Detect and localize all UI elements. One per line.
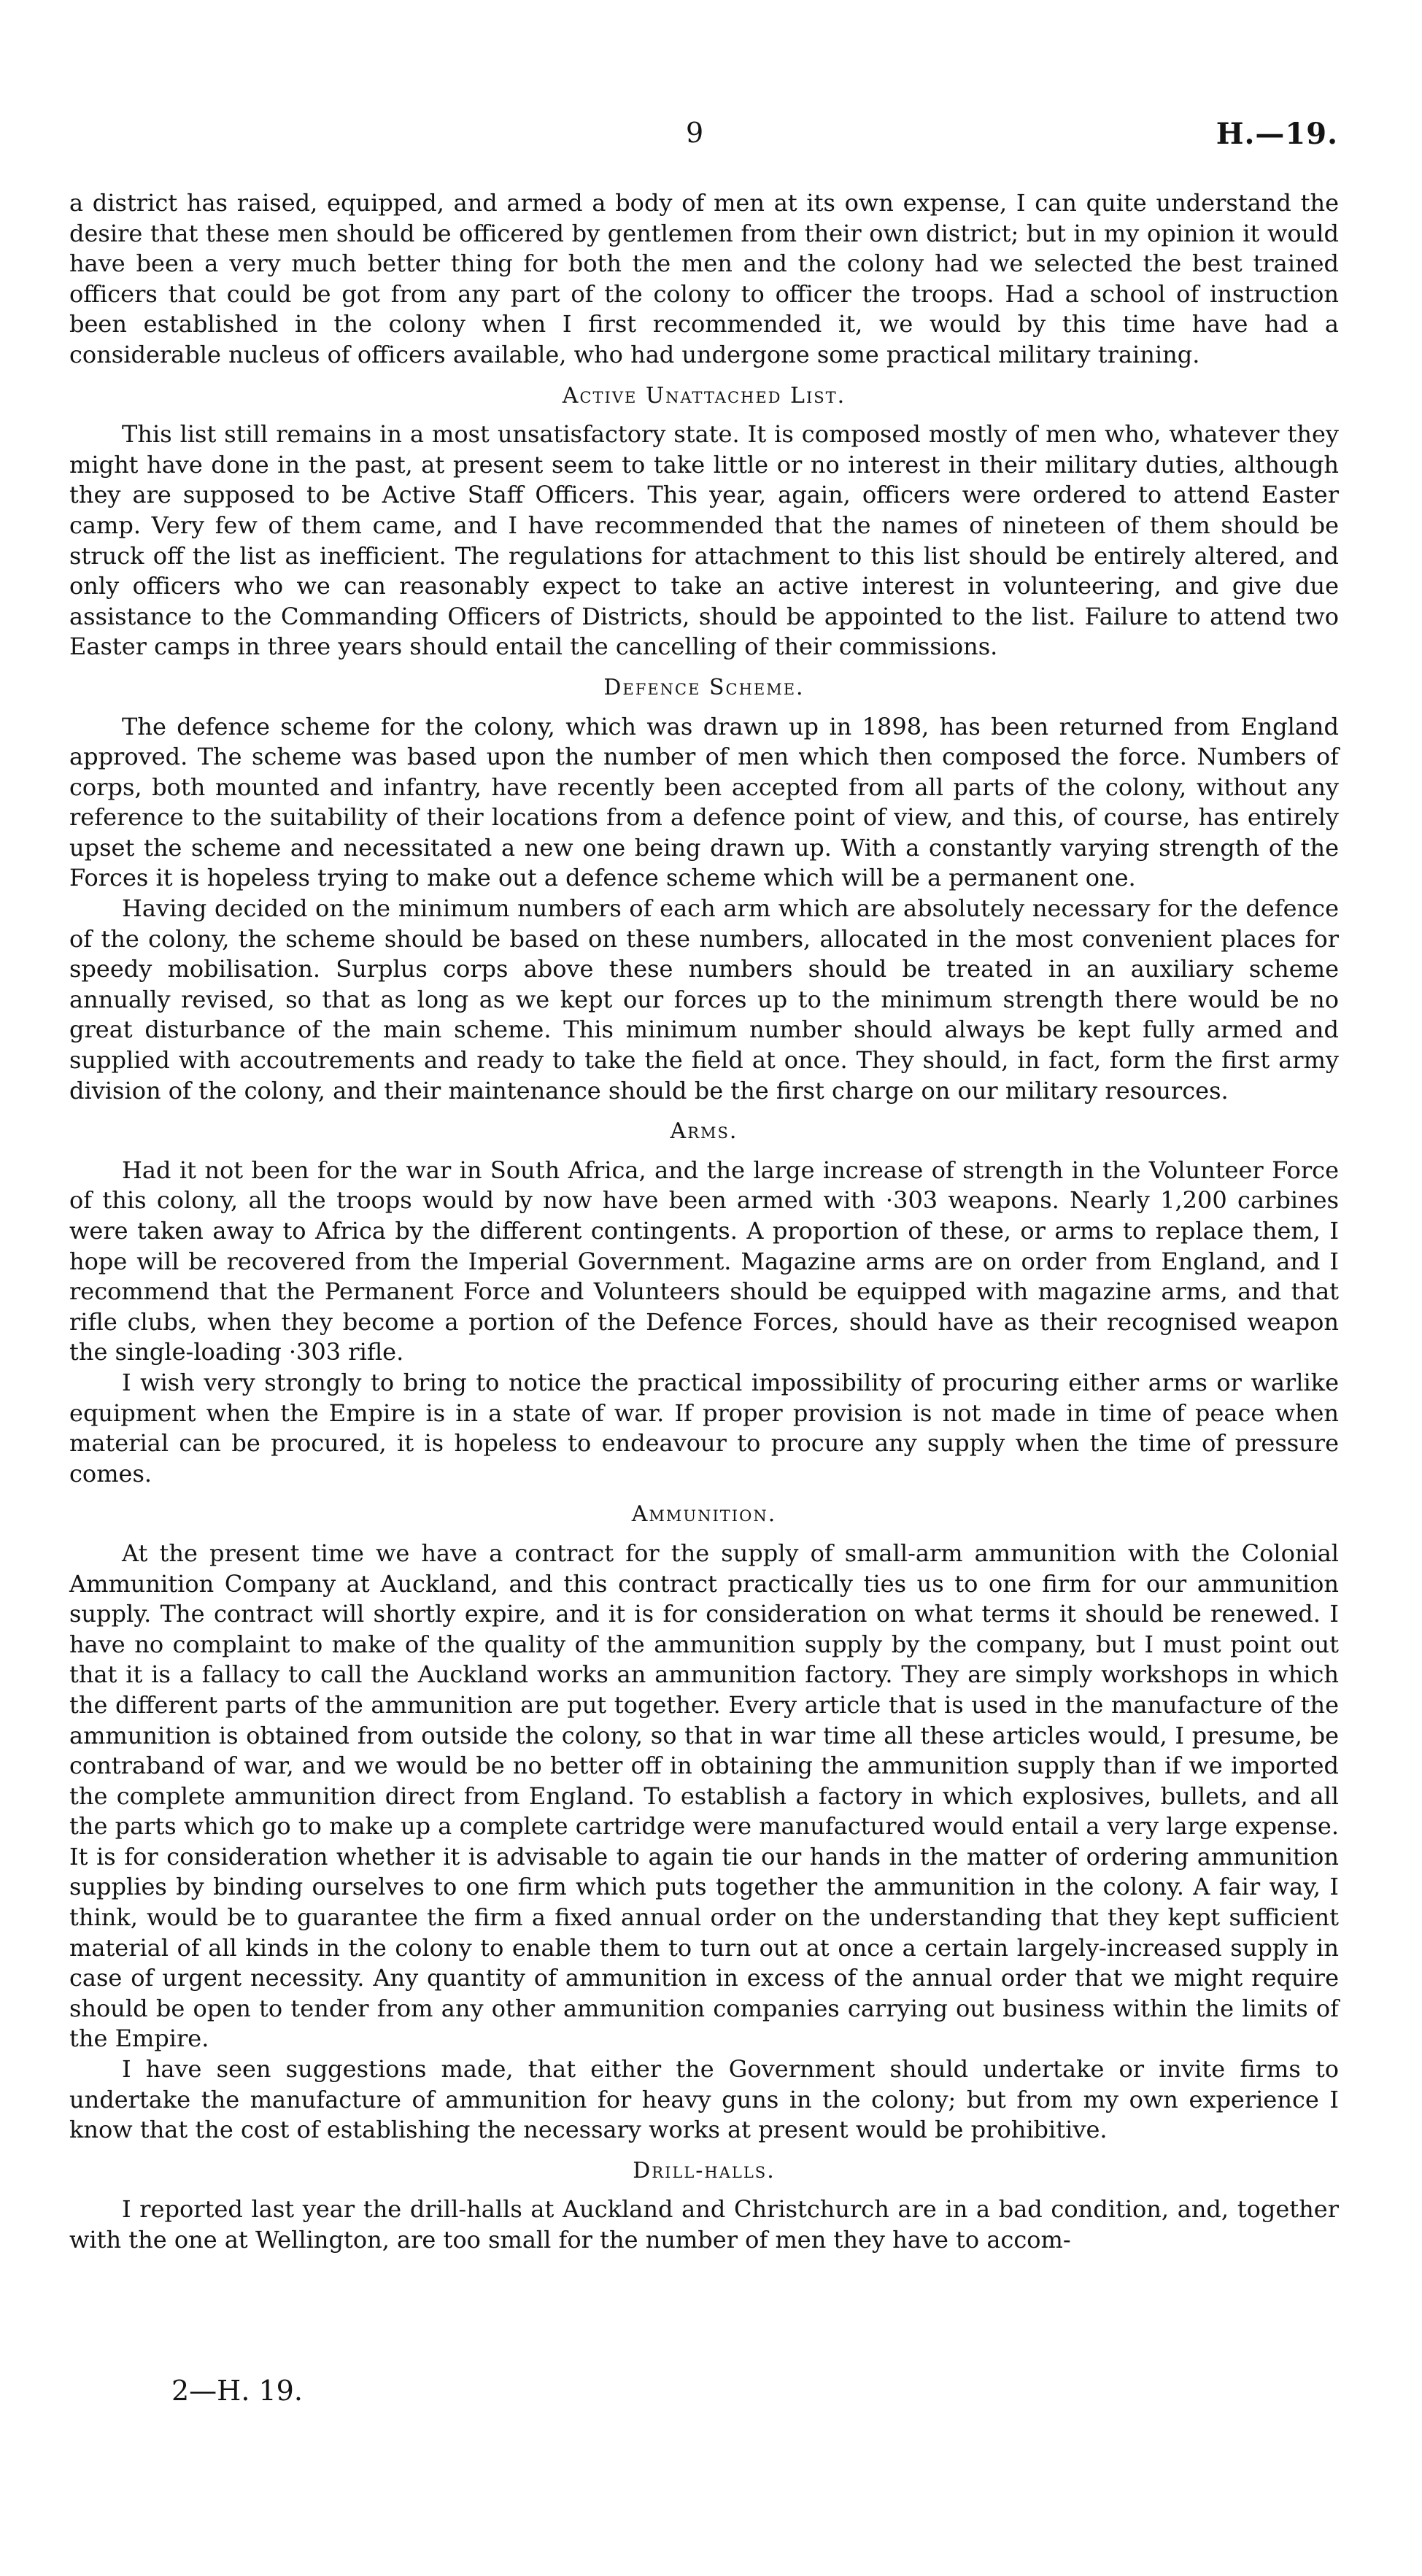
body-paragraph: Having decided on the minimum numbers of each arm which are absolutely necessary for the defence of the colony, the scheme should be based on these numbers, allocated in the most convenient places for speedy mobilisation. Surplus corps above these numbers should be treated in an auxiliary scheme annually revised, so that as long as we kept our forces up to the minimum strength there would be no great disturbance of the main scheme. This minimum number should always be kept fully armed and supplied with accoutrements and ready to take the field at once. They should, in fact, form the first army division of the colony, and their maintenance should be the first charge on our military resources. xyxy=(69,894,1339,1105)
document-reference: H.—19. xyxy=(1216,117,1338,151)
body-paragraph: I have seen suggestions made, that either the Government should undertake or invite firms to undertake the manufacture of ammunition for heavy guns in the colony; but from my own experience I know that the cost of establishing the necessary works at present would be prohibitive. xyxy=(69,2055,1339,2144)
section-heading: Defence Scheme. xyxy=(603,674,805,700)
page-number: 9 xyxy=(686,117,704,149)
section-heading: Arms. xyxy=(670,1118,738,1145)
signature-reference: 2—H. 19. xyxy=(171,2375,303,2407)
body-paragraph: a district has raised, equipped, and armed a body of men at its own expense, I can quite understand the desire that these men should be officered by gentlemen from their own district; but in my opinion it would have been a very much better thing for both the men and the colony had we selected the best trained officers that could be got from any part of the colony to officer the troops. Had a school of instruction been established in the colony when I first recommended it, we would by this time have had a considerable nucleus of officers available, who had undergone some practical military training. xyxy=(69,189,1339,368)
body-paragraph: At the present time we have a contract for the supply of small-arm ammunition with the Colonial Ammunition Company at Auckland, and this contract practically ties us to one firm for our ammunition supply. The contract will shortly expire, and it is for consideration on what terms it should be renewed. I have no complaint to make of the quality of the ammunition supply by the company, but I must point out that it is a fallacy to call the Auckland works an ammunition factory. They are simply workshops in which the different parts of the ammunition are put together. Every article that is used in the manufacture of the ammunition is obtained from outside the colony, so that in war time all these articles would, I presume, be contraband of war, and we would be no better off in obtaining the ammunition supply than if we imported the complete ammunition direct from England. To establish a factory in which explosives, bullets, and all the parts which go to make up a complete cartridge were manufactured would entail a very large expense. It is for consideration whether it is advisable to again tie our hands in the matter of ordering ammunition supplies by binding ourselves to one firm which puts together the ammunition in the colony. A fair way, I think, would be to guarantee the firm a fixed annual order on the understanding that they kept sufficient material of all kinds in the colony to enable them to turn out at once a certain largely-increased supply in case of urgent necessity. Any quantity of ammunition in excess of the annual order that we might require should be open to tender from any other ammunition companies carrying out business within the limits of the Empire. xyxy=(69,1539,1339,2053)
body-paragraph: I reported last year the drill-halls at Auckland and Christchurch are in a bad condition, and, together with the one at Wellington, are too small for the number of men they have to accom- xyxy=(69,2195,1339,2254)
section-heading: Ammunition. xyxy=(631,1501,777,1528)
body-paragraph: I wish very strongly to bring to notice the practical impossibility of procuring either arms or warlike equipment when the Empire is in a state of war. If proper provision is not made in time of peace when material can be procured, it is hopeless to endeavour to procure any supply when the time of pressure comes. xyxy=(69,1368,1339,1488)
section-heading: Drill-halls. xyxy=(633,2157,776,2184)
body-paragraph: Had it not been for the war in South Africa, and the large increase of strength in the Volunteer Force of this colony, all the troops would by now have been armed with ·303 weapons. Nearly 1,200 carbines were taken away to Africa by the different contingents. A proportion of these, or arms to replace them, I hope will be recovered from the Imperial Government. Magazine arms are on order from England, and I recommend that the Permanent Force and Volunteers should be equipped with magazine arms, and that rifle clubs, when they become a portion of the Defence Forces, should have as their recognised weapon the single-loading ·303 rifle. xyxy=(69,1156,1339,1366)
body-paragraph: The defence scheme for the colony, which was drawn up in 1898, has been returned from England approved. The scheme was based upon the number of men which then composed the force. Numbers of corps, both mounted and infantry, have recently been accepted from all parts of the colony, without any reference to the suitability of their locations from a defence point of view, and this, of course, has entirely upset the scheme and necessitated a new one being drawn up. With a constantly varying strength of the Forces it is hopeless trying to make out a defence scheme which will be a permanent one. xyxy=(69,712,1339,892)
body-paragraph: This list still remains in a most unsatisfactory state. It is composed mostly of men who, whatever they might have done in the past, at present seem to take little or no interest in their military duties, although they are supposed to be Active Staff Officers. This year, again, officers were ordered to attend Easter camp. Very few of them came, and I have recommended that the names of nineteen of them should be struck off the list as inefficient. The regulations for attachment to this list should be entirely altered, and only officers who we can reasonably expect to take an active interest in volunteering, and give due assistance to the Commanding Officers of Districts, should be appointed to the list. Failure to attend two Easter camps in three years should entail the cancelling of their commissions. xyxy=(69,420,1339,661)
document-body xyxy=(69,188,1339,2256)
section-heading: Active Unattached List. xyxy=(562,382,846,409)
